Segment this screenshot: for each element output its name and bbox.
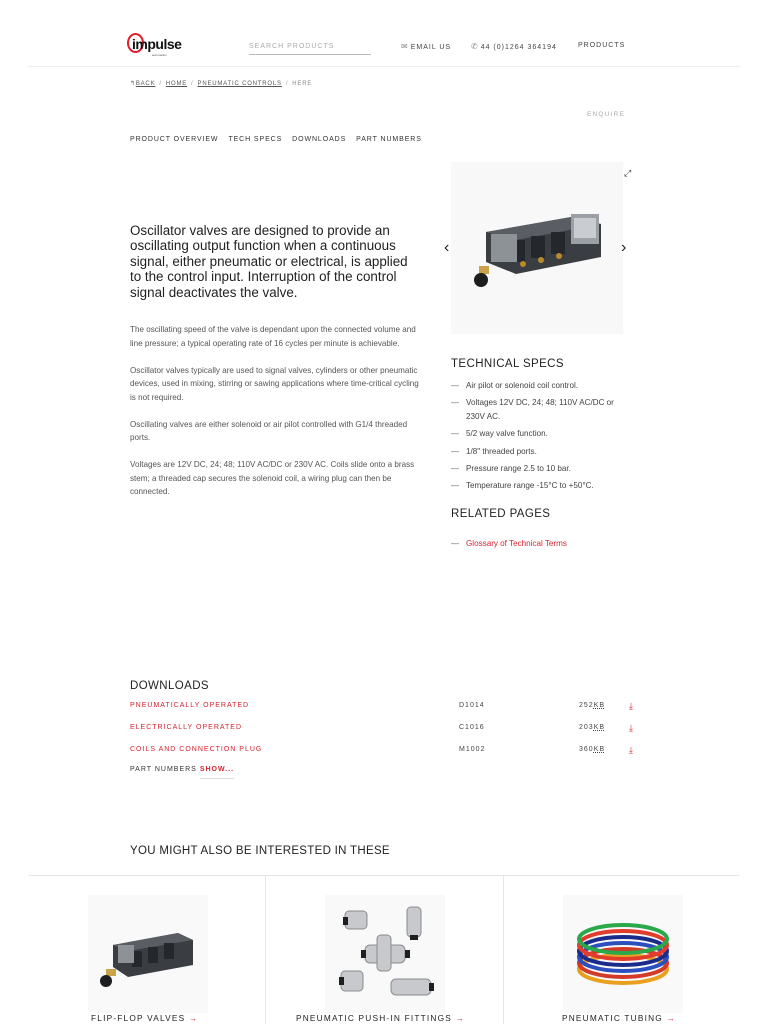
download-row [130,746,642,758]
download-code: M1002 [459,746,486,753]
also-heading: YOU MIGHT ALSO BE INTERESTED IN THESE [130,845,390,857]
phone-icon: ✆ [471,42,479,51]
related-list [451,539,567,548]
related-heading: RELATED PAGES [451,508,551,520]
products-link[interactable]: PRODUCTS [578,42,626,49]
intro-text: Oscillator valves are designed to provide an oscillating output function when a continuous signal, either pneumatic or electrical, is applied to the control input. Interruption of the control signal deactivates the valve. [130,223,408,300]
download-icon[interactable]: ⤓ [629,745,634,755]
logo[interactable] [130,36,186,58]
tab-part-numbers[interactable]: PART NUMBERS [356,136,422,143]
cards-divider [28,875,740,876]
spec-item: — Temperature range -15°C to +50°C. [451,479,631,492]
flip-flop-valve-image[interactable] [88,895,208,1013]
description-paragraph: Oscillating valves are either solenoid or air pilot controlled with G1/4 threaded ports. [130,419,408,442]
gallery-prev-button[interactable]: ‹ [444,239,450,256]
download-link[interactable]: PNEUMATICALLY OPERATED [130,702,250,709]
part-numbers-toggle: PART NUMBERS SHOW... [130,766,234,773]
description-paragraph: The oscillating speed of the valve is dependant upon the connected volume and line pressure; a typical operating rate of 16 cycles per minute is achievable. [130,325,416,348]
download-icon[interactable]: ⤓ [629,701,634,711]
enquire-button[interactable]: ENQUIRE [587,111,626,118]
card-pneumatic-tubing[interactable]: PNEUMATIC TUBING → [562,1013,676,1023]
email-link[interactable]: ✉ EMAIL US [401,42,452,51]
spec-item: — Voltages 12V DC, 24; 48; 110V AC/DC or 230V AC. [451,396,631,423]
spec-item: — 5/2 way valve function. [451,427,631,440]
gallery-next-button[interactable]: › [621,239,627,256]
logo-text: impulse [132,36,182,52]
phone-link[interactable]: ✆ 44 (0)1264 364194 [471,42,557,51]
push-in-fittings-image[interactable] [325,895,445,1013]
tab-tech-specs[interactable]: TECH SPECS [228,136,283,143]
tech-specs-list [451,379,631,497]
description [130,323,420,512]
download-row [130,702,642,714]
breadcrumb-home[interactable]: HOME [165,81,188,87]
download-size: 360KB [579,746,606,753]
card-flip-flop-valves[interactable]: FLIP-FLOP VALVES → [91,1013,199,1023]
related-item [451,539,567,548]
download-code: C1016 [459,724,485,731]
section-tabs [130,136,422,143]
description-paragraph: Oscillator valves typically are used to signal valves, cylinders or other pneumatic devices, used in mixing, stirring or sawing applications where time-critical cycling is not required. [130,365,419,402]
breadcrumb-current: HERE [292,81,313,87]
download-icon[interactable]: ⤓ [629,723,634,733]
description-paragraph: Voltages are 12V DC, 24; 48; 110V AC/DC or 230V AC. Coils slide onto a brass stem; a threaded cap secures the solenoid coil, a wiring plug can then be connected. [130,460,415,496]
download-code: D1014 [459,702,485,709]
card-push-in-fittings[interactable]: PNEUMATIC PUSH-IN FITTINGS → [296,1013,465,1023]
product-image[interactable] [451,162,623,334]
breadcrumb-back[interactable]: BACK [135,81,156,87]
breadcrumb-section[interactable]: PNEUMATIC CONTROLS [197,81,282,87]
spec-item: — Pressure range 2.5 to 10 bar. [451,462,631,475]
breadcrumb: ↰BACK / HOME / PNEUMATIC CONTROLS / HERE [130,81,313,87]
tab-product-overview[interactable]: PRODUCT OVERVIEW [130,136,219,143]
download-link[interactable]: ELECTRICALLY OPERATED [130,724,243,731]
tech-specs-heading: TECHNICAL SPECS [451,358,564,370]
header-divider [28,66,740,67]
card-separator [503,876,504,1024]
download-size: 203KB [579,724,606,731]
show-part-numbers-button[interactable]: SHOW... [200,766,234,779]
spec-item: — 1/8" threaded ports. [451,445,631,458]
tab-downloads[interactable]: DOWNLOADS [292,136,347,143]
expand-icon[interactable]: ⤢ [624,168,632,178]
download-link[interactable]: COILS AND CONNECTION PLUG [130,746,263,753]
spec-item: — Air pilot or solenoid coil control. [451,379,631,392]
downloads-heading: DOWNLOADS [130,680,209,692]
pneumatic-tubing-image[interactable] [563,895,683,1013]
glossary-link[interactable]: Glossary of Technical Terms [466,539,567,548]
valve-image-icon [451,162,623,334]
card-separator [265,876,266,1024]
back-icon: ↰ [130,81,136,87]
mail-icon: ✉ [401,42,409,51]
search-input[interactable] [249,38,371,55]
download-size: 252KB [579,702,606,709]
download-row [130,724,642,736]
logo-sub: automation [152,53,167,57]
